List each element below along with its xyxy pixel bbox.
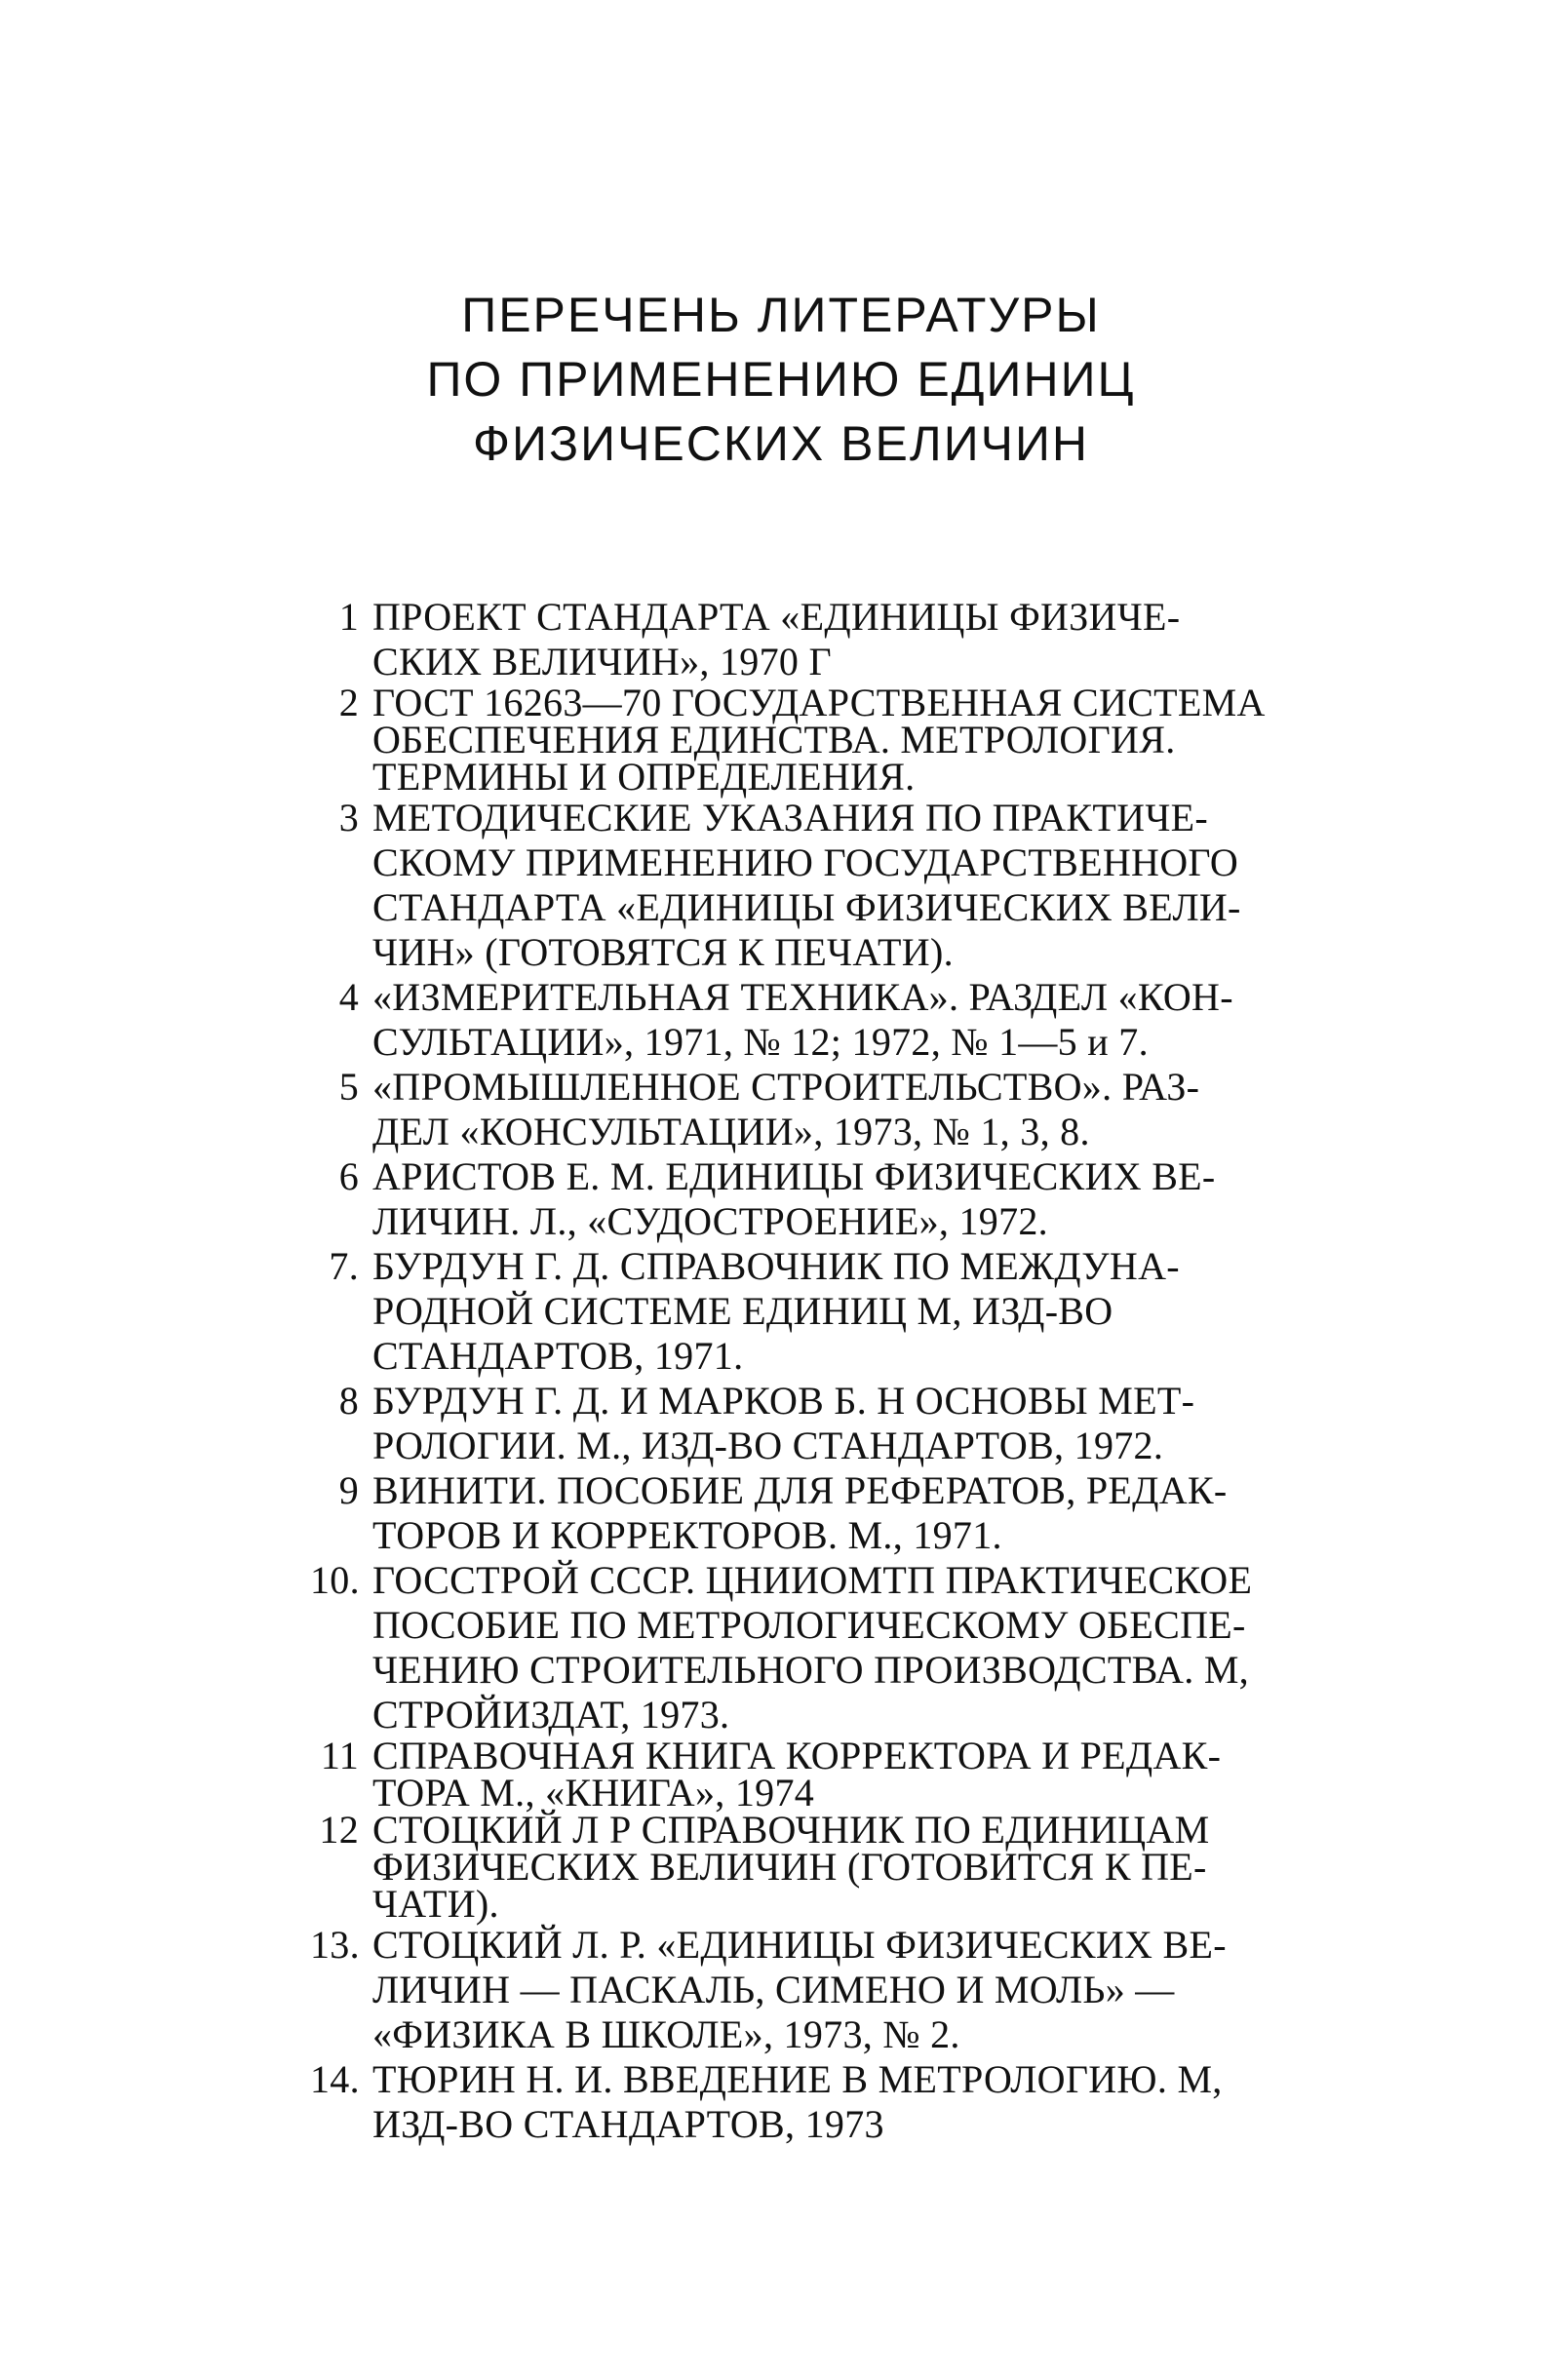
reference-text: ТЮРИН Н. И. ВВЕДЕНИЕ В МЕТРОЛОГИЮ. М, ИЗД-ВО СТАНДАРТОВ, 1973: [372, 2057, 1223, 2146]
reference-number: 3: [338, 796, 359, 839]
reference-item: [310, 1468, 1266, 1558]
title-line-2: ПО ПРИМЕНЕНИЮ ЕДИНИЦ: [426, 352, 1136, 407]
reference-text: СПРАВОЧНАЯ КНИГА КОРРЕКТОРА И РЕДАК- ТОРА М., «КНИГА», 1974: [372, 1734, 1222, 1814]
reference-item: [310, 1808, 1266, 1926]
reference-text: «ПРОМЫШЛЕННОЕ СТРОИТЕЛЬСТВО». РАЗ- ДЕЛ «КОНСУЛЬТАЦИИ», 1973, № 1, 3, 8.: [372, 1065, 1200, 1153]
reference-item: [310, 796, 1266, 975]
reference-item: [310, 681, 1266, 799]
reference-text: «ИЗМЕРИТЕЛЬНАЯ ТЕХНИКА». РАЗДЕЛ «КОН- СУЛЬТАЦИИ», 1971, № 12; 1972, № 1—5 и 7.: [372, 975, 1233, 1064]
reference-number: 7.: [329, 1244, 359, 1288]
reference-text: ГОССТРОЙ СССР. ЦНИИОМТП ПРАКТИЧЕСКОЕ ПОСОБИЕ ПО МЕТРОЛОГИЧЕСКОМУ ОБЕСПЕ- ЧЕНИЮ СТРОИТЕЛЬНОГО ПРОИЗВОДСТВА. М, СТРОЙИЗДАТ, 1973.: [372, 1558, 1253, 1736]
reference-item: [310, 595, 1266, 684]
title-line-1: ПЕРЕЧЕНЬ ЛИТЕРАТУРЫ: [461, 288, 1101, 342]
reference-text: ВИНИТИ. ПОСОБИЕ ДЛЯ РЕФЕРАТОВ, РЕДАК- ТОРОВ И КОРРЕКТОРОВ. М., 1971.: [372, 1468, 1228, 1557]
reference-text: БУРДУН Г. Д. СПРАВОЧНИК ПО МЕЖДУНА- РОДНОЙ СИСТЕМЕ ЕДИНИЦ М, ИЗД-ВО СТАНДАРТОВ, 1971.: [372, 1244, 1180, 1378]
reference-item: [310, 1734, 1266, 1814]
reference-number: 8: [338, 1379, 359, 1423]
reference-item: [310, 1923, 1266, 2057]
reference-number: 4: [338, 975, 359, 1019]
reference-number: 14.: [310, 2057, 360, 2101]
reference-text: ПРОЕКТ СТАНДАРТА «ЕДИНИЦЫ ФИЗИЧЕ- СКИХ ВЕЛИЧИН», 1970 Г: [372, 595, 1181, 683]
reference-item: [310, 1065, 1266, 1154]
reference-number: 11: [320, 1734, 359, 1777]
reference-number: 5: [338, 1065, 359, 1109]
reference-text: МЕТОДИЧЕСКИЕ УКАЗАНИЯ ПО ПРАКТИЧЕ- СКОМУ ПРИМЕНЕНИЮ ГОСУДАРСТВЕННОГО СТАНДАРТА «ЕДИНИЦЫ ФИЗИЧЕСКИХ ВЕЛИ- ЧИН» (ГОТОВЯТСЯ К ПЕЧАТИ).: [372, 796, 1241, 974]
reference-list: [310, 595, 1266, 2147]
reference-number: 1: [338, 595, 359, 639]
reference-number: 2: [338, 681, 359, 724]
reference-text: СТОЦКИЙ Л Р СПРАВОЧНИК ПО ЕДИНИЦАМ ФИЗИЧЕСКИХ ВЕЛИЧИН (ГОТОВИТСЯ К ПЕ- ЧАТИ).: [372, 1808, 1210, 1926]
page-title: [0, 283, 1562, 476]
reference-number: 13.: [310, 1923, 360, 1967]
reference-number: 9: [338, 1468, 359, 1512]
reference-text: СТОЦКИЙ Л. Р. «ЕДИНИЦЫ ФИЗИЧЕСКИХ ВЕ- ЛИЧИН — ПАСКАЛЬ, СИМЕНО И МОЛЬ» — «ФИЗИКА В ШКОЛЕ», 1973, № 2.: [372, 1923, 1227, 2056]
reference-item: [310, 1379, 1266, 1468]
reference-item: [310, 1244, 1266, 1379]
reference-item: [310, 1558, 1266, 1737]
reference-item: [310, 2057, 1266, 2147]
reference-text: ГОСТ 16263—70 ГОСУДАРСТВЕННАЯ СИСТЕМА ОБЕСПЕЧЕНИЯ ЕДИНСТВА. МЕТРОЛОГИЯ. ТЕРМИНЫ И ОПРЕДЕЛЕНИЯ.: [372, 681, 1266, 799]
reference-item: [310, 975, 1266, 1065]
reference-item: [310, 1154, 1266, 1244]
reference-number: 10.: [310, 1558, 360, 1602]
title-line-3: ФИЗИЧЕСКИХ ВЕЛИЧИН: [473, 416, 1089, 471]
reference-text: БУРДУН Г. Д. И МАРКОВ Б. Н ОСНОВЫ МЕТ- РОЛОГИИ. М., ИЗД-ВО СТАНДАРТОВ, 1972.: [372, 1379, 1195, 1467]
reference-number: 6: [338, 1154, 359, 1198]
reference-number: 12: [319, 1808, 359, 1852]
reference-text: АРИСТОВ Е. М. ЕДИНИЦЫ ФИЗИЧЕСКИХ ВЕ- ЛИЧИН. Л., «СУДОСТРОЕНИЕ», 1972.: [372, 1154, 1216, 1243]
